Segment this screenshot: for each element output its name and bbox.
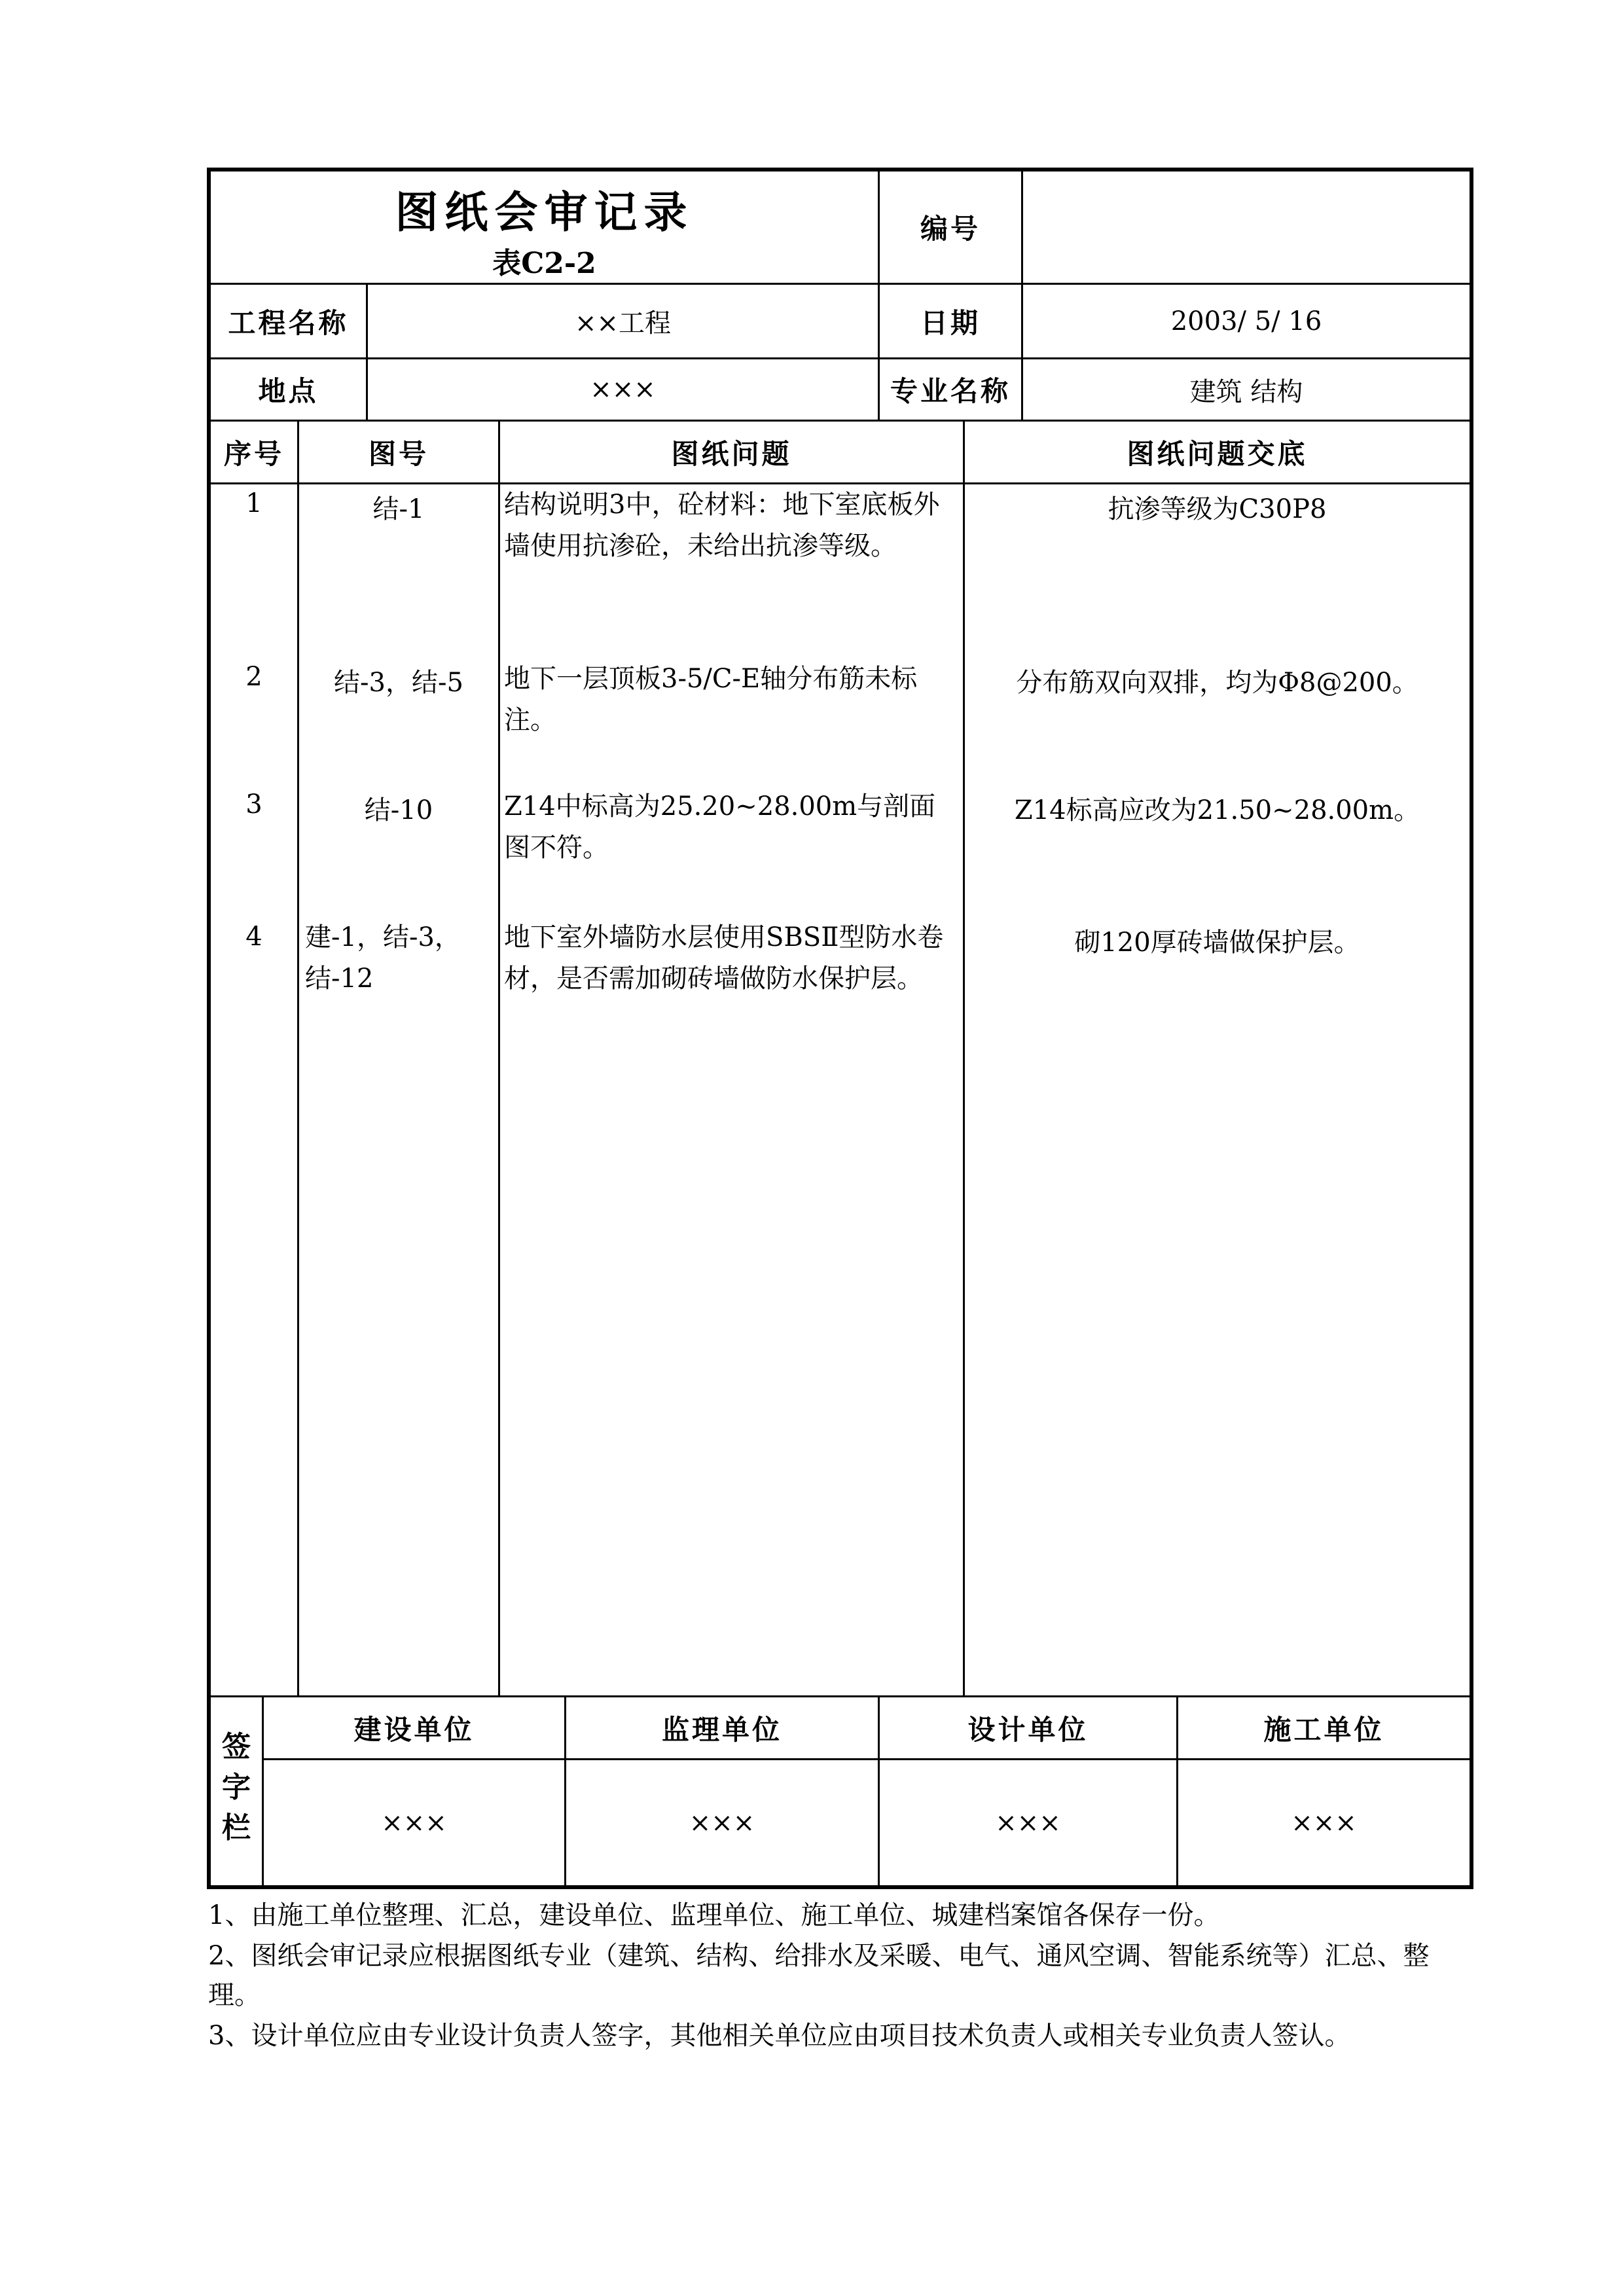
row-answer: 分布筋双向双排，均为Φ8@200。 bbox=[1016, 668, 1418, 698]
col-header-problem: 图纸问题 bbox=[671, 437, 792, 470]
unit-header-contractor: 施工单位 bbox=[1263, 1713, 1384, 1746]
col-header-answer: 图纸问题交底 bbox=[1127, 437, 1308, 470]
row-seq: 2 bbox=[245, 662, 262, 692]
row-problem: 地下室外墙防水层使用SBSⅡ型防水卷材，是否需加砌砖墙做防水保护层。 bbox=[504, 922, 944, 994]
signature-label bbox=[211, 1727, 262, 1849]
signature-owner[interactable]: ××× bbox=[381, 1807, 447, 1838]
row-drawing: 结-10 bbox=[364, 795, 433, 825]
number-field[interactable] bbox=[1023, 172, 1470, 283]
signature-label-char: 字 bbox=[222, 1771, 251, 1804]
signature-label-char: 栏 bbox=[222, 1811, 251, 1845]
signature-contractor[interactable]: ××× bbox=[1291, 1807, 1357, 1838]
project-name-value: ××工程 bbox=[574, 308, 672, 338]
signature-supervisor[interactable]: ××× bbox=[689, 1807, 755, 1838]
specialty-value: 建筑 结构 bbox=[1189, 376, 1303, 407]
note-2: 2、图纸会审记录应根据图纸专业（建筑、结构、给排水及采暖、电气、通风空调、智能系统等）汇总、整理。 bbox=[208, 1941, 1430, 2010]
date-label: 日期 bbox=[920, 306, 981, 339]
col-header-seq: 序号 bbox=[223, 437, 284, 470]
location-value: ××× bbox=[590, 374, 656, 405]
note-3: 3、设计单位应由专业设计负责人签字，其他相关单位应由项目技术负责人或相关专业负责人签认。 bbox=[208, 2021, 1351, 2051]
number-label: 编号 bbox=[920, 213, 981, 245]
row-seq: 4 bbox=[245, 922, 262, 952]
specialty-label: 专业名称 bbox=[890, 375, 1011, 407]
col-header-drawing: 图号 bbox=[368, 437, 429, 470]
row-seq: 1 bbox=[245, 488, 262, 518]
date-value: 2003/ 5/ 16 bbox=[1170, 306, 1322, 336]
row-drawing: 结-1 bbox=[372, 494, 425, 524]
row-drawing: 建-1，结-3，结-12 bbox=[305, 922, 461, 994]
row-answer: 抗渗等级为C30P8 bbox=[1108, 494, 1327, 524]
signature-designer[interactable]: ××× bbox=[995, 1807, 1061, 1838]
signature-label-char: 签 bbox=[222, 1730, 251, 1763]
row-drawing: 结-3，结-5 bbox=[334, 668, 463, 698]
unit-header-owner: 建设单位 bbox=[353, 1713, 475, 1746]
row-answer: 砌120厚砖墙做保护层。 bbox=[1074, 928, 1360, 958]
row-problem: 结构说明3中，砼材料：地下室底板外墙使用抗渗砼，未给出抗渗等级。 bbox=[504, 490, 940, 561]
unit-header-designer: 设计单位 bbox=[967, 1713, 1089, 1746]
note-1: 1、由施工单位整理、汇总，建设单位、监理单位、施工单位、城建档案馆各保存一份。 bbox=[208, 1900, 1220, 1930]
form-title: 图纸会审记录 bbox=[395, 187, 694, 238]
unit-header-supervisor: 监理单位 bbox=[661, 1713, 782, 1746]
project-name-label: 工程名称 bbox=[228, 306, 349, 339]
form-code: 表C2-2 bbox=[492, 247, 596, 280]
row-problem: 地下一层顶板3-5/C-E轴分布筋未标注。 bbox=[504, 664, 918, 735]
row-problem: Z14中标高为25.20~28.00m与剖面图不符。 bbox=[504, 791, 936, 863]
location-label: 地点 bbox=[258, 375, 319, 407]
row-seq: 3 bbox=[245, 789, 262, 820]
row-answer: Z14标高应改为21.50~28.00m。 bbox=[1014, 795, 1420, 825]
